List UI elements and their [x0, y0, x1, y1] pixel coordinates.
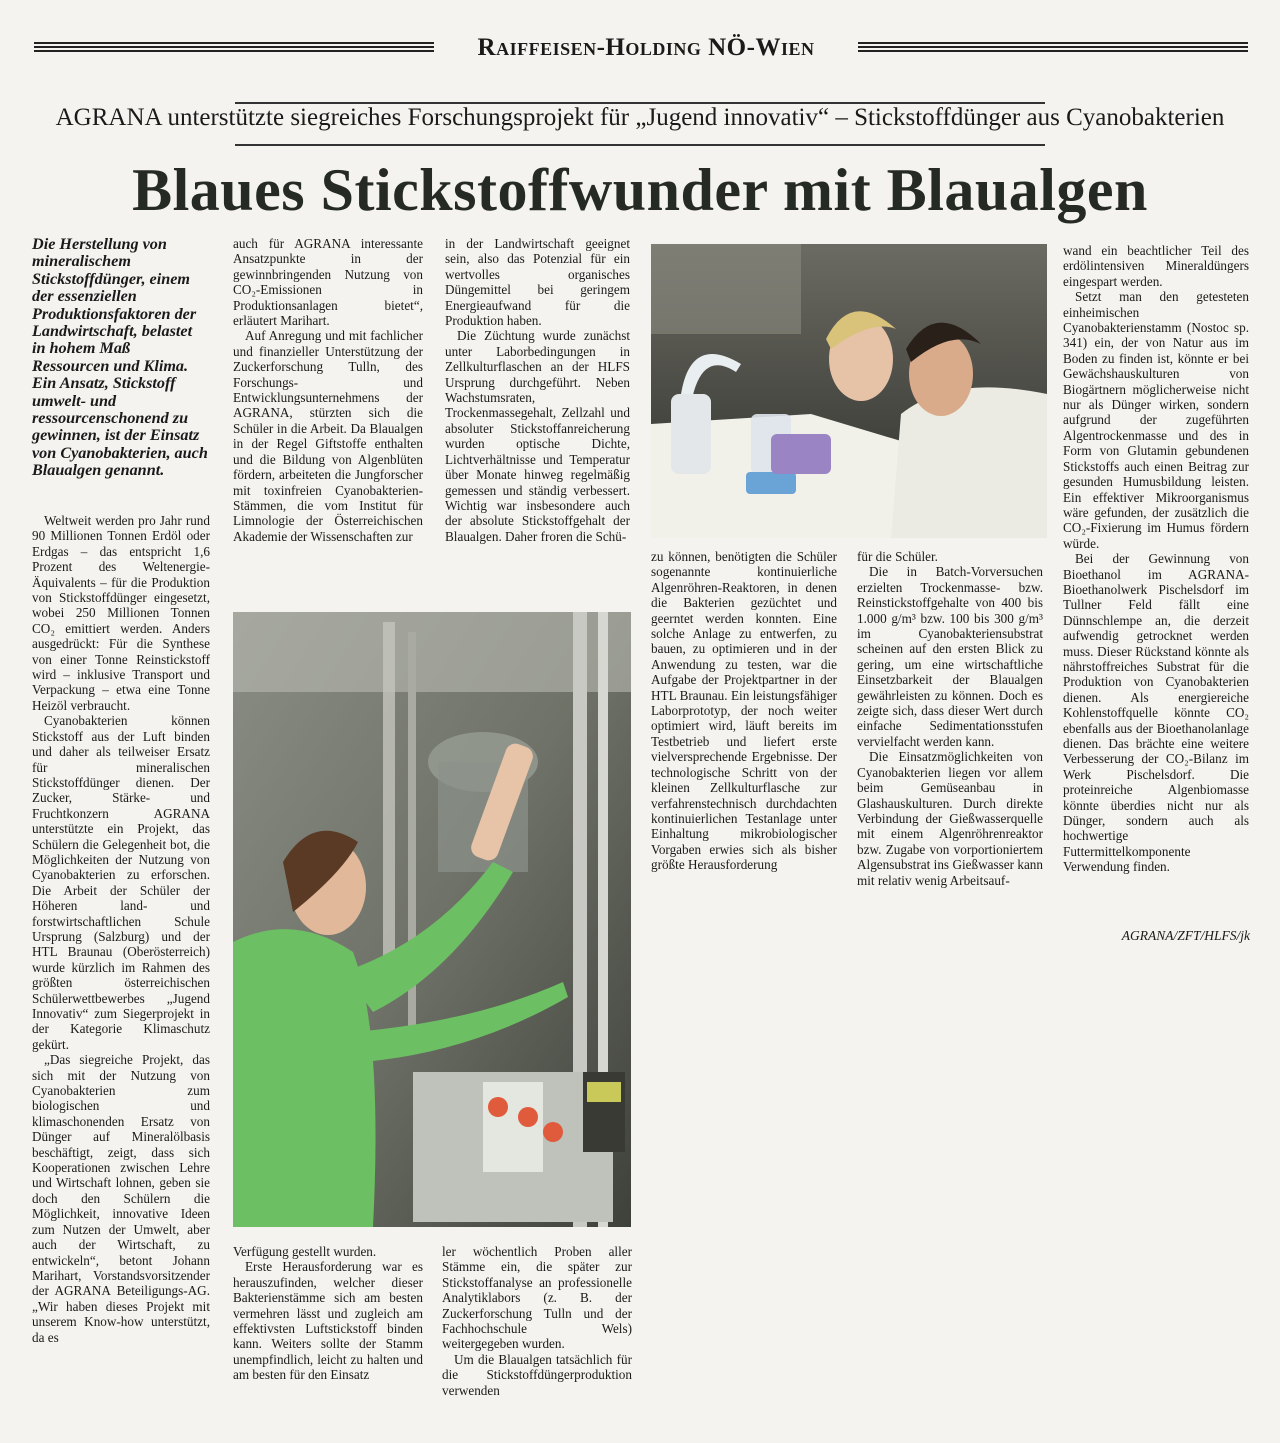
- paragraph: Verfügung gestellt wurden.: [233, 1244, 377, 1259]
- paragraph: zu können, benötigten die Schüler sogenannte kontinuierliche Algenröhren-Reaktoren, in denen die Bakterien gezüchtet und geerntet werden konnten. Eine solche Anlage zu entwerfen, zu bauen, zu optimieren und in der Anwendung zu testen, war die Aufgabe der Projektpartner in der HTL Braunau. Ein leistungsfähiger Laborprototyp, der noch weiter optimiert wird, läuft bereits im Testbetrieb und liefert erste vielversprechende Ergebnisse. Der technologische Schritt von der kleinen Zellkulturflasche zur verfahrenstechnisch durchdachten kontinuierlichen Testanlage unter Einhaltung mikrobiologischer Vorgaben erwies sich als bisher größte Herausforderung: [651, 549, 837, 873]
- article-column-1: [32, 513, 210, 1413]
- paragraph: ler wöchentlich Proben aller Stämme ein, die später zur Stickstoffanalyse an professionelle Analytiklabors (z. B. der Zuckerforschung Tulln und der Fachhochschule Wels) weitergegeben wurden.: [442, 1244, 632, 1352]
- article-column-5: [857, 549, 1043, 941]
- paragraph: für die Schüler.: [857, 549, 938, 564]
- paragraph: „Das siegreiche Projekt, das sich mit der Nutzung von Cyanobakterien zum biologischen und klimaschonenden Ersatz von Dünger auf Mineralölbasis beschäftigt, zeigt, dass sich Kooperationen zwischen Lehre und Wirtschaft lohnen, geben sie doch den Schülern die Möglichkeit, innovative Ideen zum Nutzen der Umwelt, aber auch der Wirtschaft, zu entwickeln“, betont Johann Marihart, Vorstandsvorsitzender der AGRANA Beteiligungs-AG. „Wir haben dieses Projekt mit unserem Know-how unterstützt, da es: [32, 1052, 210, 1345]
- article-column-2-bottom: [233, 1244, 423, 1424]
- lead-paragraph: Die Herstellung von mineralischem Stickstoffdünger, einem der essenziellen Produktionsfaktoren der Landwirtschaft, belastet in hohem Maß Ressourcen und Klima. Ein Ansatz, Stickstoff umwelt- und ressourcenschonend zu gewinnen, ist der Einsatz von Cyanobakterien, auch Blaualgen genannt.: [32, 235, 208, 480]
- article-column-4: [651, 549, 837, 941]
- article-column-3-bottom: [442, 1244, 632, 1424]
- paragraph: Die Einsatzmöglichkeiten von Cyanobakterien liegen vor allem beim Gemüseanbau in Glashauskulturen. Durch direkte Verbindung der Gießwasserquelle mit einem Algenröhrenreaktor bzw. Zugabe von vorportioniertem Algensubstrat ins Gießwasser kann mit relativ wenig Arbeitsauf-: [857, 749, 1043, 888]
- paragraph: in der Landwirtschaft geeignet sein, also das Potenzial für ein wertvolles organisches Düngemittel bei geringem Energieaufwand für die Produktion haben.: [445, 236, 630, 329]
- header-rule-right: [858, 42, 1248, 54]
- paragraph: Setzt man den getesteten einheimischen Cyanobakterienstamm (Nostoc sp. 341) ein, der von Natur aus im Boden zu finden ist, könnte er bei Gewächshauskulturen von Biogärtnern möglicherweise nicht nur als Dünger wirken, sondern aufgrund der zugeführten Algentrockenmasse und des in Form von Glutamin gebundenen Stickstoffs auch einen Beitrag zur gesunden Humusbildung leisten. Ein effektiver Mikroorganismus wäre gefunden, der zusätzlich die CO₂-Fixierung im Humus fördern würde.: [1063, 289, 1249, 551]
- article-credit: AGRANA/ZFT/HLFS/jk: [1121, 928, 1250, 943]
- kicker: AGRANA unterstützte siegreiches Forschungsprojekt für „Jugend innovativ“ – Stickstoffdünger aus Cyanobakterien: [55, 104, 1225, 131]
- lab-photo-image: [651, 244, 1047, 538]
- lab-photo-student: [233, 612, 631, 1227]
- paragraph: Auf Anregung und mit fachlicher und finanzieller Unterstützung der Zuckerforschung Tulln, des Forschungs- und Entwicklungsunternehmens der AGRANA, stürzten sich die Schüler in die Arbeit. Da Blaualgen in der Regel Giftstoffe enthalten und die Bildung von Algenblüten fördern, arbeiteten die Jungforscher mit toxinfreien Cyanobakterien-Stämmen, die vom Institut für Limnologie der Österreichischen Akademie der Wissenschaften zur: [233, 328, 423, 544]
- paragraph: Die in Batch-Vorversuchen erzielten Trockenmasse- bzw. Reinstickstoffgehalte von 400 bis 1.000 g/m³ bzw. 100 bis 300 g/m³ im Cyanobakteriensubstrat scheinen auf den ersten Blick zu gering, um eine wirtschaftliche Einsetzbarkeit der Blaualgen gewährleisten zu können. Doch es zeigte sich, dass dieser Wert durch einfache Sedimentationsstufen vervielfacht werden kann.: [857, 564, 1043, 749]
- paragraph: Erste Herausforderung war es herauszufinden, welcher dieser Bakterienstämme sich am besten vermehren lässt und zugleich am effektivsten Luftstickstoff binden kann. Weiters sollte der Stamm unempfindlich, leicht zu halten und am besten für den Einsatz: [233, 1259, 423, 1383]
- section-header: Raiffeisen-Holding NÖ-Wien: [477, 34, 815, 61]
- paragraph: Cyanobakterien können Stickstoff aus der Luft binden und daher als teilweiser Ersatz für mineralischen Stickstoffdünger dienen. Der Zucker, Stärke- und Fruchtkonzern AGRANA unterstützte ein Projekt, das Schülern die Gelegenheit bot, die Möglichkeiten der Nutzung von Cyanobakterien zu erforschen. Die Arbeit der Schüler der Höheren land- und forstwirtschaftlichen Schule Ursprung (Salzburg) und der HTL Braunau (Oberösterreich) wurde kürzlich im Rahmen des größten österreichischen Schülerwettbewerbes „Jugend Innovativ“ zum Siegerprojekt in der Kategorie Klimaschutz gekürt.: [32, 713, 210, 1052]
- article-column-6: [1063, 243, 1249, 925]
- article-column-2-top: [233, 236, 423, 596]
- lab-photo-image: [233, 612, 631, 1227]
- lab-photo-students: [651, 244, 1047, 538]
- paragraph: Um die Blaualgen tatsächlich für die Stickstoffdüngerproduktion verwenden: [442, 1351, 632, 1398]
- header-rule-left: [34, 42, 434, 54]
- paragraph: Weltweit werden pro Jahr rund 90 Millionen Tonnen Erdöl oder Erdgas – das entspricht 1,6 Prozent des Weltenergie-Äquivalents – für die Produktion von Stickstoffdünger eingesetzt, wobei 250 Millionen Tonnen CO₂ emittiert werden. Anders ausgedrückt: Für die Synthese von einer Tonne Reinstickstoff wird – inklusive Transport und Verpackung – etwa eine Tonne Heizöl verbraucht.: [32, 513, 210, 713]
- headline: Blaues Stickstoffwunder mit Blaualgen: [132, 157, 1148, 223]
- kicker-rule-bottom: [235, 144, 1045, 146]
- paragraph: wand ein beachtlicher Teil des erdölintensiven Mineraldüngers eingespart werden.: [1063, 243, 1249, 289]
- paragraph: Bei der Gewinnung von Bioethanol im AGRANA-Bioethanolwerk Pischelsdorf im Tullner Feld fällt eine Dünnschlempe an, die derzeit aufwendig getrocknet werden muss. Dieser Rückstand könnte als nährstoffreiches Substrat für die Produktion von Cyanobakterien dienen. Als energiereiche Kohlenstoffquelle könnte CO₂ ebenfalls aus der Bioethanolanlage dienen. Das brächte eine weitere Verbesserung der CO₂-Bilanz im Werk Pischelsdorf. Die proteinreiche Algenbiomasse könnte überdies nicht nur als Dünger, sondern auch als hochwertige Futtermittelkomponente Verwendung finden.: [1063, 551, 1249, 875]
- paragraph: Die Züchtung wurde zunächst unter Laborbedingungen in Zellkulturflaschen an der HLFS Ursprung durchgeführt. Neben Wachstumsraten, Trockenmassegehalt, Zellzahl und absoluter Stickstoffanreicherung wurden optische Dichte, Lichtverhältnisse und Temperatur über Monate hinweg regelmäßig gemessen und ständig verbessert. Wichtig war insbesondere auch der absolute Stickstoffgehalt der Blaualgen. Daher froren die Schü-: [445, 328, 630, 544]
- article-column-3-top: [445, 236, 630, 596]
- paragraph: auch für AGRANA interessante Ansatzpunkte in der gewinnbringenden Nutzung von CO₂-Emissionen in Produktionsanlagen bietet“, erläutert Marihart.: [233, 236, 423, 329]
